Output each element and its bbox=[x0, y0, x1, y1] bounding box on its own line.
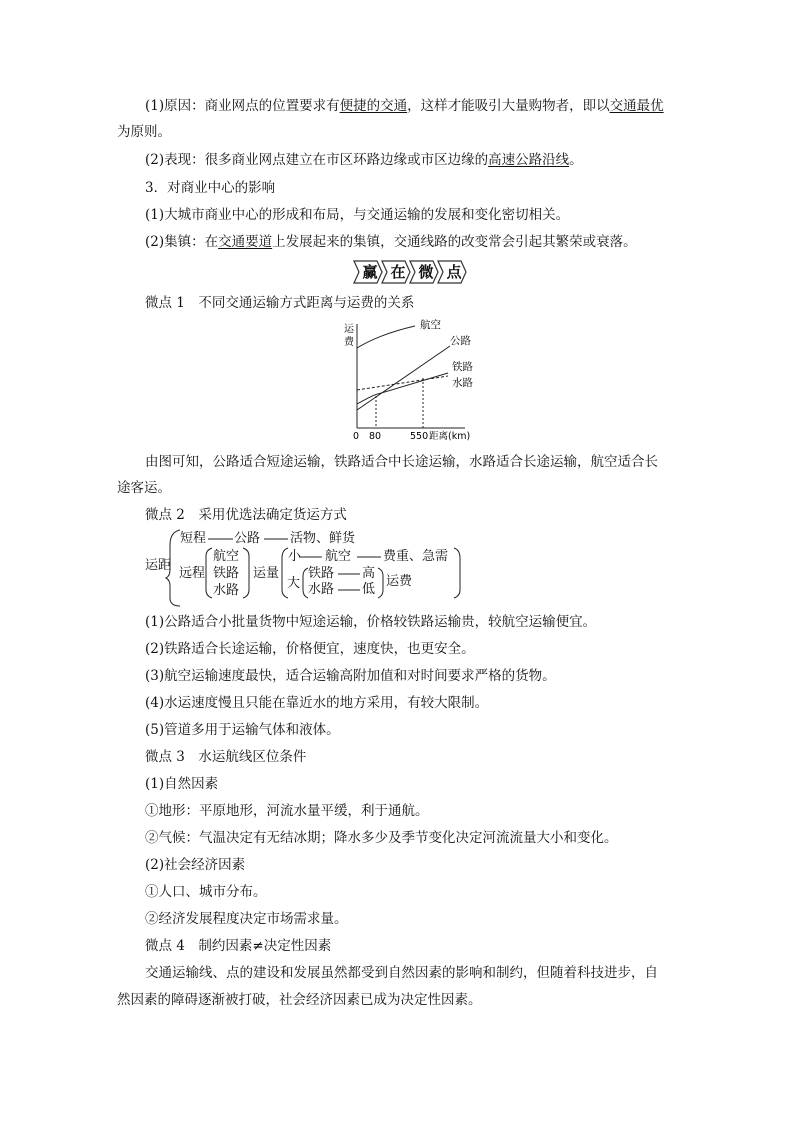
tree-fee: 运费 bbox=[386, 574, 413, 589]
label-air: 航空 bbox=[420, 319, 441, 331]
micro2-title: 微点 2 采用优选法确定货运方式 bbox=[145, 507, 347, 523]
text: ，这样才能吸引大量购物者，即以 bbox=[407, 98, 610, 114]
micro2-item: (1)公路适合小批量货物中短途运输，价格较铁路运输贵，较航空运输便宜。 bbox=[145, 614, 597, 630]
banner-char: 赢 bbox=[362, 263, 378, 281]
micro4-line-cont: 然因素的障碍逐渐被打破，社会经济因素已成为决定性因素。 bbox=[117, 992, 482, 1008]
label-road: 公路 bbox=[450, 335, 471, 347]
tree-water: 水路 bbox=[308, 582, 335, 597]
label-rail: 铁路 bbox=[452, 361, 473, 373]
label-water: 水路 bbox=[452, 377, 473, 389]
micro1-title: 微点 1 不同交通运输方式距离与运费的关系 bbox=[145, 295, 415, 311]
micro2-item: (3)航空运输速度最快，适合运输高附加值和对时间要求严格的货物。 bbox=[145, 668, 556, 684]
text: 上发展起来的集镇，交通线路的改变常会引起其繁荣或衰落。 bbox=[272, 234, 637, 250]
text: (1)原因：商业网点的位置要求有 bbox=[145, 98, 340, 114]
y-label-2: 费 bbox=[344, 337, 354, 348]
micro3-line: ②经济发展程度决定市场需求量。 bbox=[145, 911, 348, 927]
micro3-line: (2)社会经济因素 bbox=[145, 857, 246, 873]
tree-water-level: 低 bbox=[362, 582, 376, 597]
micro2-item: (5)管道多用于运输气体和液体。 bbox=[145, 722, 340, 738]
micro3-title: 微点 3 水运航线区位条件 bbox=[145, 749, 307, 765]
tree-mode: 水路 bbox=[213, 583, 240, 598]
tree-large: 大 bbox=[287, 576, 301, 591]
text: (2)表现：很多商业网点建立在市区环路边缘或市区边缘的 bbox=[145, 152, 489, 168]
micro3-line: (1)自然因素 bbox=[145, 776, 219, 792]
underlined-text: 便捷的交通 bbox=[339, 98, 408, 114]
micro3-line: ①地形：平原地形，河流水量平缓，利于通航。 bbox=[145, 803, 429, 819]
banner-char: 微 bbox=[418, 263, 434, 281]
tree-rail: 铁路 bbox=[308, 566, 335, 581]
tree-mode: 铁路 bbox=[213, 566, 240, 581]
tree-long: 远程 bbox=[179, 566, 206, 581]
micro3-line: ②气候：气温决定有无结冰期；降水多少及季节变化决定河流流量大小和变化。 bbox=[145, 830, 618, 846]
micro4-line: 交通运输线、点的建设和发展虽然都受到自然因素的影响和制约，但随着科技进步，自 bbox=[145, 965, 658, 981]
micro1-summary-cont: 途客运。 bbox=[117, 480, 171, 496]
x-tick: 0 bbox=[353, 431, 360, 442]
tree-rail-level: 高 bbox=[362, 566, 376, 581]
underlined-text: 高速公路沿线 bbox=[488, 152, 570, 168]
micro1-summary: 由图可知，公路适合短途运输，铁路适合中长途运输，水路适合长途运输，航空适合长 bbox=[145, 454, 658, 470]
tree-small: 小 bbox=[288, 549, 302, 564]
text: 为原则。 bbox=[117, 124, 171, 140]
underlined-text: 交通要道 bbox=[218, 234, 273, 250]
tree-small-fee: 费重、急需 bbox=[383, 549, 449, 564]
text: 。 bbox=[569, 152, 583, 168]
tree-volume: 运量 bbox=[253, 566, 280, 581]
banner-char: 在 bbox=[390, 263, 406, 281]
micro2-item: (2)铁路适合长途运输，价格便宜，速度快，也更安全。 bbox=[145, 641, 475, 657]
micro2-item: (4)水运速度慢且只能在靠近水的地方采用，有较大限制。 bbox=[145, 695, 489, 711]
micro3-line: ①人口、城市分布。 bbox=[145, 884, 267, 900]
tree-mode: 航空 bbox=[213, 549, 240, 564]
banner-char: 点 bbox=[446, 263, 462, 281]
x-label: 距离(km) bbox=[429, 431, 471, 442]
tree-short-goods: 活物、鲜货 bbox=[290, 531, 356, 546]
paragraph-commerce: (1)大城市商业中心的形成和布局，与交通运输的发展和变化密切相关。 bbox=[145, 207, 570, 223]
x-tick: 550 bbox=[410, 431, 429, 442]
underlined-text: 交通最优 bbox=[609, 98, 664, 114]
micro4-title: 微点 4 制约因素≠决定性因素 bbox=[145, 938, 332, 954]
tree-small-mode: 航空 bbox=[325, 549, 352, 564]
tree-root: 运距 bbox=[145, 558, 172, 573]
tree-short: 短程 bbox=[180, 531, 207, 546]
x-tick: 80 bbox=[369, 431, 382, 442]
section-heading: 3．对商业中心的影响 bbox=[145, 180, 276, 196]
y-label-1: 运 bbox=[344, 324, 354, 335]
text: (2)集镇：在 bbox=[145, 234, 219, 250]
tree-short-mode: 公路 bbox=[234, 531, 261, 546]
